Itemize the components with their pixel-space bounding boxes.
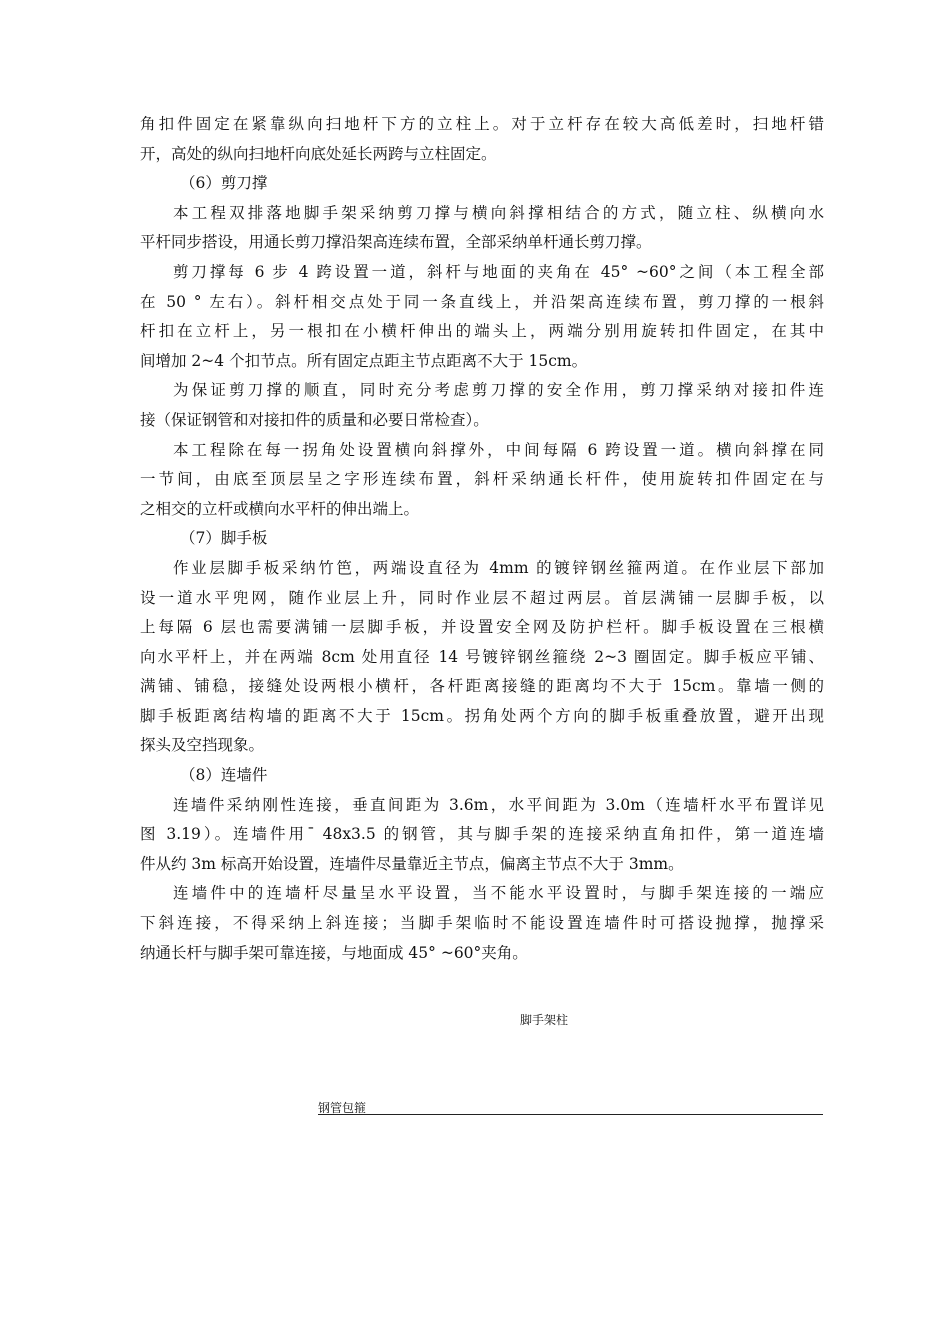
text-line: 杆扣在立杆上，另一根扣在小横杆伸出的端头上，两端分别用旋转扣件固定，在其中: [140, 322, 824, 341]
text-line: 探头及空挡现象。: [140, 736, 265, 755]
text-line: 接（保证钢管和对接扣件的质量和必要日常检查）。: [140, 410, 489, 429]
text-line: 设一道水平兜网，随作业层上升，同时作业层不超过两层。首层满铺一层脚手板，以: [140, 588, 824, 607]
figure-label-scaffold-column: 脚手架柱: [520, 1013, 569, 1027]
text-line: 满铺、铺稳，接缝处设两根小横杆，各杆距离接缝的距离均不大于 15cm。靠墙一侧的: [140, 677, 824, 696]
figure-leader-line: [318, 1114, 823, 1115]
text-line: 之相交的立杆或横向水平杆的伸出端上。: [140, 499, 420, 518]
text-line: 脚手板距离结构墙的距离不大于 15cm。拐角处两个方向的脚手板重叠放置，避开出现: [140, 706, 824, 725]
text-line: 本工程双排落地脚手架采纳剪刀撑与横向斜撑相结合的方式，随立柱、纵横向水: [173, 203, 824, 222]
section-heading: （6）剪刀撑: [180, 174, 268, 193]
text-line: 本工程除在每一拐角处设置横向斜撑外，中间每隔 6 跨设置一道。横向斜撑在同: [173, 440, 824, 459]
text-line: 为保证剪刀撑的顺直，同时充分考虑剪刀撑的安全作用，剪刀撑采纳对接扣件连: [173, 381, 824, 400]
text-line: 下斜连接，不得采纳上斜连接；当脚手架临时不能设置连墙件时可搭设抛撑，抛撑采: [140, 914, 824, 933]
text-line: 连墙件采纳刚性连接，垂直间距为 3.6m，水平间距为 3.0m（连墙杆水平布置详见: [173, 795, 824, 814]
text-line: 角扣件固定在紧靠纵向扫地杆下方的立柱上。对于立杆存在较大高低差时，扫地杆错: [140, 115, 824, 133]
text-line: 上每隔 6 层也需要满铺一层脚手板，并设置安全网及防护栏杆。脚手板设置在三根横: [140, 618, 824, 637]
text-line: 平杆同步搭设，用通长剪刀撑沿架高连续布置，全部采纳单杆通长剪刀撑。: [140, 233, 652, 252]
text-line: 一节间，由底至顶层呈之字形连续布置，斜杆采纳通长杆件，使用旋转扣件固定在与: [140, 470, 824, 489]
text-line: 开，高处的纵向扫地杆向底处延长两跨与立柱固定。: [140, 144, 497, 163]
text-line: 剪刀撑每 6 步 4 跨设置一道，斜杆与地面的夹角在 45° ~60°之间（本工程全部: [173, 262, 824, 281]
figure-label-steel-pipe-hoop: 钢管包箍: [318, 1101, 367, 1115]
section-heading: （8）连墙件: [180, 766, 268, 785]
text-line: 在 50 ° 左右）。斜杆相交点处于同一条直线上，并沿架高连续布置，剪刀撑的一根斜: [140, 292, 824, 311]
text-line: 向水平杆上，并在两端 8cm 处用直径 14 号镀锌钢丝箍绕 2~3 圈固定。脚手板应平铺、: [140, 647, 824, 666]
text-line: 件从约 3m 标高开始设置，连墙件尽量靠近主节点，偏离主节点不大于 3mm。: [140, 854, 684, 873]
section-heading: （7）脚手板: [180, 529, 268, 548]
text-line: 作业层脚手板采纳竹笆，两端设直径为 4mm 的镀锌钢丝箍两道。在作业层下部加: [173, 558, 824, 577]
text-line: 图 3.19）。连墙件用ˉ 48x3.5 的钢管，其与脚手架的连接采纳直角扣件，第一道连墙: [140, 825, 824, 844]
text-line: 间增加 2~4 个扣节点。所有固定点距主节点距离不大于 15cm。: [140, 351, 588, 370]
text-line: 纳通长杆与脚手架可靠连接，与地面成 45° ~60°夹角。: [140, 943, 528, 962]
text-line: 连墙件中的连墙杆尽量呈水平设置，当不能水平设置时，与脚手架连接的一端应: [173, 884, 824, 903]
body-text: [140, 110, 824, 968]
